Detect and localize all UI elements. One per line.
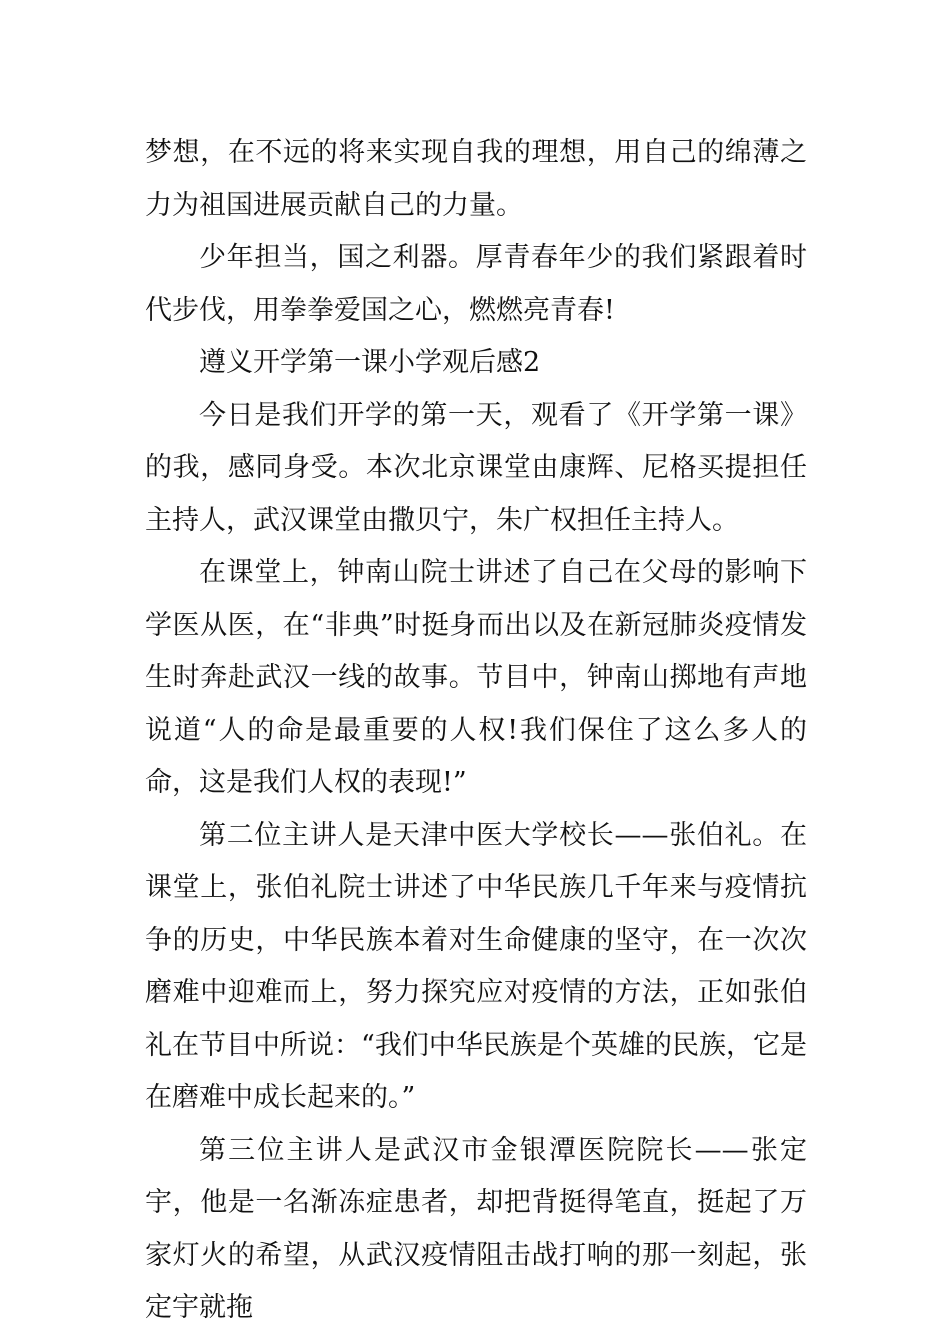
- paragraph: 第三位主讲人是武汉市金银潭医院院长——张定宇，他是一名渐冻症患者，却把背挺得笔直，挺起了万家灯火的希望，从武汉疫情阻击战打响的那一刻起，张定宇就拖: [145, 1134, 807, 1323]
- paragraph: 第二位主讲人是天津中医大学校长——张伯礼。在课堂上，张伯礼院士讲述了中华民族几千年来与疫情抗争的历史，中华民族本着对生命健康的坚守，在一次次磨难中迎难而上，努力探究应对疫情的方法，正如张伯礼在节目中所说：“我们中华民族是个英雄的民族，它是在磨难中成长起来的。”: [145, 819, 807, 1113]
- paragraph: 今日是我们开学的第一天，观看了《开学第一课》的我，感同身受。本次北京课堂由康辉、尼格买提担任主持人，武汉课堂由撒贝宁，朱广权担任主持人。: [145, 399, 807, 536]
- paragraph-continuation: 梦想，在不远的将来实现自我的理想，用自己的绵薄之力为祖国进展贡献自己的力量。: [145, 137, 807, 221]
- document-body: [145, 127, 807, 1335]
- section-heading: 遵义开学第一课小学观后感2: [199, 347, 541, 378]
- paragraph: 少年担当，国之利器。厚青春年少的我们紧跟着时代步伐，用拳拳爱国之心，燃燃亮青春!: [145, 242, 807, 326]
- paragraph: 在课堂上，钟南山院士讲述了自己在父母的影响下学医从医，在“非典”时挺身而出以及在新冠肺炎疫情发生时奔赴武汉一线的故事。节目中，钟南山掷地有声地说道“人的命是最重要的人权!我们保住了这么多人的命，这是我们人权的表现!”: [145, 557, 807, 798]
